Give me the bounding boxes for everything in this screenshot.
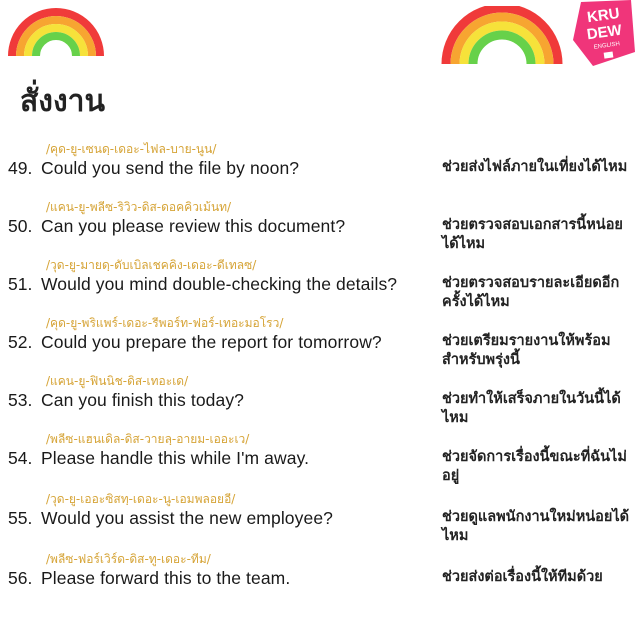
entry-number: 52.	[8, 332, 33, 352]
entry-number: 51.	[8, 274, 33, 294]
pronunciation: /คุด-ยู-เซนดฺ-เดอะ-ไฟล-บาย-นูน/	[46, 142, 217, 156]
entry-number: 56.	[8, 568, 33, 588]
phrase-entry	[0, 198, 640, 260]
thai-translation: ช่วยส่งไฟล์ภายในเที่ยงได้ไหม	[442, 159, 628, 175]
pronunciation: /แคน-ยู-ฟินนิช-ดิส-เทอะเด/	[46, 374, 189, 388]
english-phrase: Would you mind double-checking the details?	[41, 274, 398, 294]
english-phrase: Could you send the file by noon?	[41, 158, 300, 178]
phrase-entry	[0, 430, 640, 492]
english-phrase: Please handle this while I'm away.	[41, 448, 310, 468]
english-phrase: Can you please review this document?	[41, 216, 346, 236]
english-phrase: Can you finish this today?	[41, 390, 244, 410]
pronunciation: /คุด-ยู-พริแพร์-เดอะ-รีพอร์ท-ฟอร์-เทอะมอโรว/	[46, 316, 284, 330]
entry-number: 49.	[8, 158, 33, 178]
svg-text:DEW: DEW	[585, 21, 623, 44]
entry-number: 50.	[8, 216, 33, 236]
thai-translation: ช่วยตรวจสอบเอกสารนี้หน่อยได้ไหม	[442, 217, 623, 252]
phrase-entry	[0, 550, 640, 612]
phrase-entry	[0, 256, 640, 318]
thai-translation: ช่วยทำให้เสร็จภายในวันนี้ได้ไหม	[442, 391, 621, 426]
svg-text:ENGLISH: ENGLISH	[593, 41, 621, 51]
phrase-entry	[0, 490, 640, 552]
thai-translation: ช่วยจัดการเรื่องนี้ขณะที่ฉันไม่อยู่	[442, 449, 627, 484]
phrase-entry	[0, 140, 640, 202]
phrase-entry	[0, 314, 640, 376]
thai-translation: ช่วยตรวจสอบรายละเอียดอีกครั้งได้ไหม	[442, 275, 620, 310]
english-phrase: Could you prepare the report for tomorrow?	[41, 332, 382, 352]
thai-translation: ช่วยส่งต่อเรื่องนี้ให้ทีมด้วย	[442, 569, 603, 585]
rainbow-left-icon	[6, 6, 106, 58]
pronunciation: /วุด-ยู-มายดฺ-ดับเบิลเชคคิง-เดอะ-ดีเทลซ/	[46, 258, 257, 272]
pronunciation: /วุด-ยู-เออะซิสทฺ-เดอะ-นู-เอมพลอยอี/	[46, 492, 236, 506]
english-phrase: Would you assist the new employee?	[41, 508, 333, 528]
rainbow-right-icon	[440, 6, 564, 66]
thai-translation: ช่วยเตรียมรายงานให้พร้อมสำหรับพรุ่งนี้	[442, 333, 611, 368]
thai-translation: ช่วยดูแลพนักงานใหม่หน่อยได้ไหม	[442, 509, 630, 544]
entry-number: 54.	[8, 448, 33, 468]
kru-dew-logo	[571, 0, 635, 66]
phrase-entry	[0, 372, 640, 434]
entry-number: 53.	[8, 390, 33, 410]
svg-text:KRU: KRU	[586, 4, 621, 27]
pronunciation: /พลีซ-แฮนเดิล-ดิส-วายลฺ-อายม-เออะเว/	[46, 432, 250, 446]
pronunciation: /พลีซ-ฟอร์เวิร์ด-ดิส-ทู-เดอะ-ทีม/	[46, 552, 211, 566]
english-phrase: Please forward this to the team.	[41, 568, 291, 588]
pronunciation: /แคน-ยู-พลีซ-ริวิว-ดิส-ดอคคิวเม้นท/	[46, 200, 232, 214]
page-title: สั่งงาน	[20, 84, 105, 119]
entry-number: 55.	[8, 508, 33, 528]
